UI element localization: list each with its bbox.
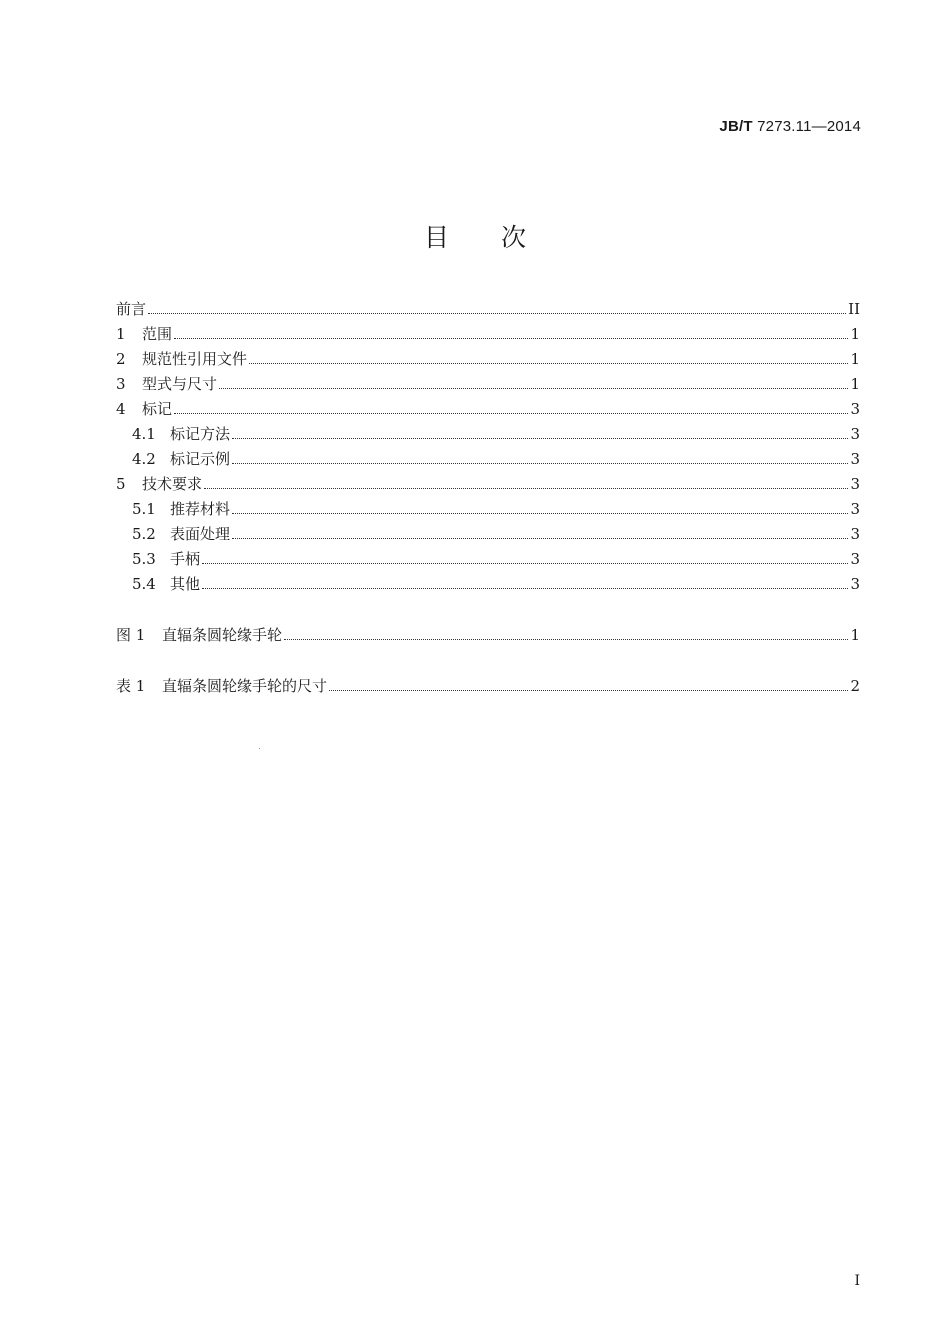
toc-entry-label: 手柄 (170, 550, 201, 568)
toc-entry-number: 5 (116, 475, 126, 493)
toc-entry-label: 标记 (142, 400, 173, 418)
dot-leader (202, 588, 848, 589)
toc-entry-number: 5.3 (132, 550, 156, 568)
toc-entry-label: 规范性引用文件 (142, 350, 248, 368)
toc-entry-number: 5.1 (132, 500, 156, 518)
dot-leader (249, 363, 848, 364)
toc-entry-number: 4.1 (132, 425, 156, 443)
toc-entry-page: 3 (850, 450, 860, 468)
toc-entry-1[interactable] (116, 321, 860, 343)
toc-entry-label: 型式与尺寸 (142, 375, 218, 393)
toc-figure-number: 图 1 (116, 626, 146, 644)
toc-figure-page: 1 (850, 626, 860, 644)
toc-entry-page: 3 (850, 525, 860, 543)
toc-entry-page: 3 (850, 500, 860, 518)
toc-entry-4[interactable] (116, 396, 860, 418)
toc-entry-2[interactable] (116, 346, 860, 368)
toc-entry-label: 其他 (170, 575, 201, 593)
dot-leader (174, 338, 848, 339)
toc-entry-5-3[interactable] (132, 546, 860, 568)
document-id-prefix: JB/T (719, 118, 753, 135)
toc-entry-foreword[interactable] (116, 296, 860, 318)
toc-entry-label: 技术要求 (142, 475, 203, 493)
toc-entry-label: 前言 (116, 300, 147, 318)
toc-entry-page: 3 (850, 400, 860, 418)
toc-entry-4-2[interactable] (132, 446, 860, 468)
dot-leader (202, 563, 848, 564)
dot-leader (329, 690, 848, 691)
toc-entry-number: 1 (116, 325, 126, 343)
dot-leader (219, 388, 848, 389)
dot-leader (232, 438, 848, 439)
toc-figure-1[interactable] (116, 622, 860, 644)
dot-leader (232, 513, 848, 514)
dot-leader (232, 538, 848, 539)
toc-entry-page: 3 (850, 575, 860, 593)
toc-table-1[interactable] (116, 673, 860, 695)
toc-entry-3[interactable] (116, 371, 860, 393)
footer-page-number: I (854, 1273, 860, 1289)
toc-table-label: 直辐条圆轮缘手轮的尺寸 (162, 677, 328, 695)
toc-entry-page: 3 (850, 475, 860, 493)
toc-table-number: 表 1 (116, 677, 146, 695)
page-title: 目次 (423, 223, 578, 252)
toc-entry-5-1[interactable] (132, 496, 860, 518)
toc-entry-number: 5.4 (132, 575, 156, 593)
toc-entry-page: 1 (850, 325, 860, 343)
toc-entry-label: 范围 (142, 325, 173, 343)
toc-entry-number: 3 (116, 375, 126, 393)
dot-leader (148, 313, 846, 314)
toc-entry-number: 5.2 (132, 525, 156, 543)
dot-leader (232, 463, 848, 464)
toc-entry-5-4[interactable] (132, 571, 860, 593)
toc-entry-page: II (848, 300, 860, 318)
toc-entry-number: 4.2 (132, 450, 156, 468)
toc-entry-label: 标记示例 (170, 450, 231, 468)
toc-entry-5-2[interactable] (132, 521, 860, 543)
toc-entry-page: 3 (850, 550, 860, 568)
toc-entry-page: 1 (850, 375, 860, 393)
toc-entry-number: 4 (116, 400, 126, 418)
scan-speck (259, 748, 260, 749)
toc-entry-number: 2 (116, 350, 126, 368)
document-id-number: 7273.11—2014 (757, 118, 861, 135)
toc-entry-page: 3 (850, 425, 860, 443)
document-id (719, 118, 861, 135)
toc-entry-label: 表面处理 (170, 525, 231, 543)
toc-table-page: 2 (850, 677, 860, 695)
toc-figure-label: 直辐条圆轮缘手轮 (162, 626, 283, 644)
toc-entry-label: 推荐材料 (170, 500, 231, 518)
toc-entry-page: 1 (850, 350, 860, 368)
dot-leader (204, 488, 848, 489)
toc-entry-label: 标记方法 (170, 425, 231, 443)
toc-entry-5[interactable] (116, 471, 860, 493)
dot-leader (174, 413, 848, 414)
toc-entry-4-1[interactable] (132, 421, 860, 443)
dot-leader (284, 639, 848, 640)
